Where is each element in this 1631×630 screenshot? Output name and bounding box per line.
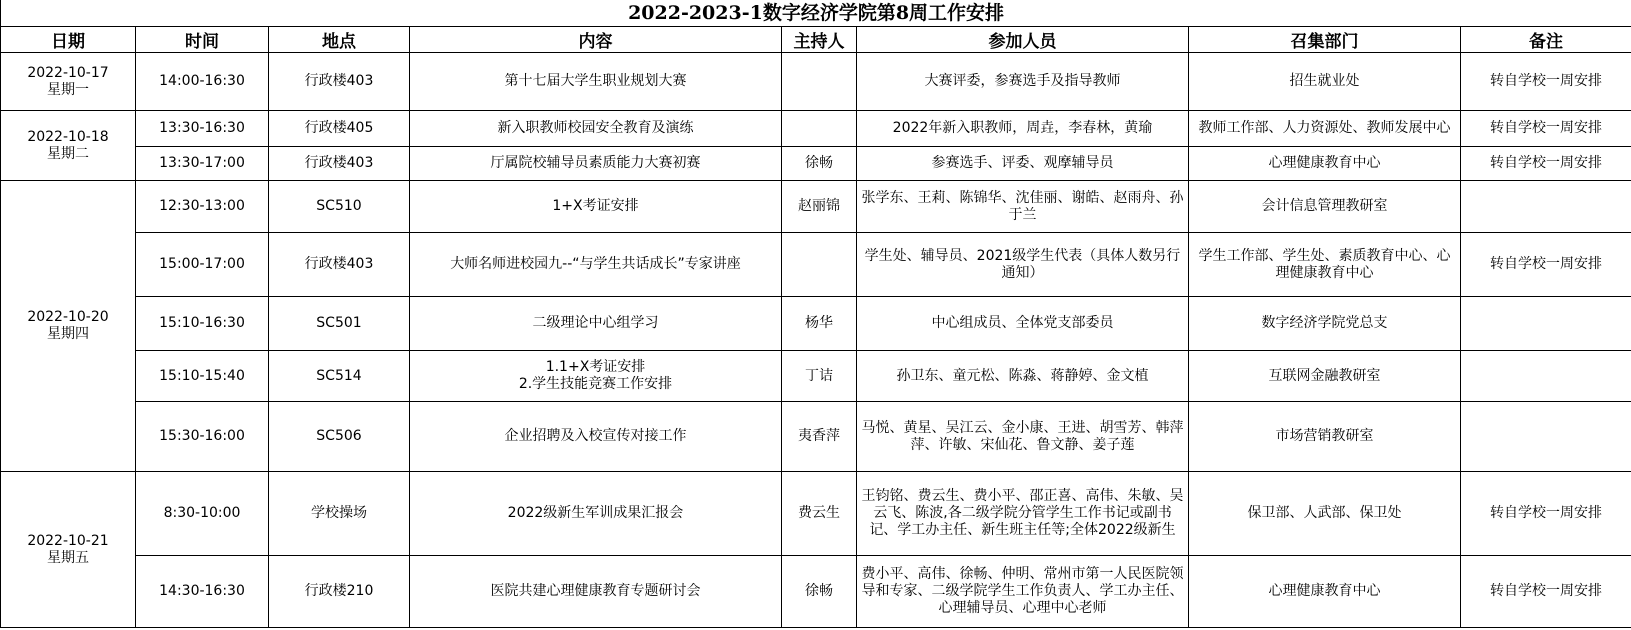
place-cell: SC510 bbox=[269, 181, 410, 233]
dept-cell: 数字经济学院党总支 bbox=[1189, 297, 1461, 351]
column-header-dept: 召集部门 bbox=[1189, 27, 1461, 53]
date-text: 2022-10-21 bbox=[27, 532, 109, 549]
note-cell: 转自学校一周安排 bbox=[1461, 53, 1631, 111]
attendees-cell: 参赛选手、评委、观摩辅导员 bbox=[857, 147, 1189, 181]
content-cell: 二级理论中心组学习 bbox=[410, 297, 782, 351]
host-cell bbox=[782, 53, 857, 111]
dept-cell: 市场营销教研室 bbox=[1189, 402, 1461, 472]
column-header-content: 内容 bbox=[410, 27, 782, 53]
place-cell: 学校操场 bbox=[269, 472, 410, 556]
host-cell: 赵丽锦 bbox=[782, 181, 857, 233]
dept-cell: 教师工作部、人力资源处、教师发展中心 bbox=[1189, 111, 1461, 147]
content-cell: 厅属院校辅导员素质能力大赛初赛 bbox=[410, 147, 782, 181]
place-cell: SC506 bbox=[269, 402, 410, 472]
place-cell: 行政楼210 bbox=[269, 556, 410, 628]
content-cell: 企业招聘及入校宣传对接工作 bbox=[410, 402, 782, 472]
place-cell: 行政楼403 bbox=[269, 53, 410, 111]
note-cell: 转自学校一周安排 bbox=[1461, 556, 1631, 628]
time-cell: 8:30-10:00 bbox=[136, 472, 269, 556]
date-text: 2022-10-17 bbox=[27, 64, 109, 81]
time-cell: 15:10-16:30 bbox=[136, 297, 269, 351]
date-cell bbox=[1, 53, 136, 111]
attendees-cell: 大赛评委，参赛选手及指导教师 bbox=[857, 53, 1189, 111]
table-row bbox=[1, 147, 1631, 181]
date-text: 2022-10-18 bbox=[27, 128, 109, 145]
note-cell bbox=[1461, 402, 1631, 472]
time-cell: 14:30-16:30 bbox=[136, 556, 269, 628]
column-header-time: 时间 bbox=[136, 27, 269, 53]
date-cell bbox=[1, 181, 136, 472]
content-line: 1.1+X考证安排 bbox=[545, 359, 646, 375]
time-cell: 15:30-16:00 bbox=[136, 402, 269, 472]
dept-cell: 会计信息管理教研室 bbox=[1189, 181, 1461, 233]
content-cell: 第十七届大学生职业规划大赛 bbox=[410, 53, 782, 111]
column-header-place: 地点 bbox=[269, 27, 410, 53]
place-cell: SC501 bbox=[269, 297, 410, 351]
content-cell: 新入职教师校园安全教育及演练 bbox=[410, 111, 782, 147]
time-cell: 12:30-13:00 bbox=[136, 181, 269, 233]
dept-cell: 招生就业处 bbox=[1189, 53, 1461, 111]
note-cell: 转自学校一周安排 bbox=[1461, 111, 1631, 147]
column-header-note: 备注 bbox=[1461, 27, 1631, 53]
place-cell: 行政楼403 bbox=[269, 233, 410, 297]
attendees-cell: 张学东、王莉、陈锦华、沈佳丽、谢皓、赵雨舟、孙于兰 bbox=[857, 181, 1189, 233]
page-title: 2022-2023-1数字经济学院第8周工作安排 bbox=[1, 0, 1631, 27]
table-row bbox=[1, 556, 1631, 628]
table-row bbox=[1, 53, 1631, 111]
time-cell: 14:00-16:30 bbox=[136, 53, 269, 111]
time-cell: 15:10-15:40 bbox=[136, 351, 269, 402]
table-row bbox=[1, 181, 1631, 233]
content-cell: 1+X考证安排 bbox=[410, 181, 782, 233]
place-cell: 行政楼403 bbox=[269, 147, 410, 181]
host-cell bbox=[782, 111, 857, 147]
date-cell bbox=[1, 111, 136, 181]
host-cell: 徐畅 bbox=[782, 147, 857, 181]
content-cell bbox=[410, 351, 782, 402]
dept-cell: 心理健康教育中心 bbox=[1189, 556, 1461, 628]
note-cell: 转自学校一周安排 bbox=[1461, 147, 1631, 181]
attendees-cell: 中心组成员、全体党支部委员 bbox=[857, 297, 1189, 351]
weekday-text: 星期一 bbox=[47, 81, 89, 98]
host-cell: 丁诘 bbox=[782, 351, 857, 402]
content-cell: 2022级新生军训成果汇报会 bbox=[410, 472, 782, 556]
place-cell: SC514 bbox=[269, 351, 410, 402]
dept-cell: 保卫部、人武部、保卫处 bbox=[1189, 472, 1461, 556]
weekday-text: 星期四 bbox=[47, 326, 89, 342]
time-cell: 15:00-17:00 bbox=[136, 233, 269, 297]
content-cell: 医院共建心理健康教育专题研讨会 bbox=[410, 556, 782, 628]
attendees-cell: 学生处、辅导员、2021级学生代表（具体人数另行通知） bbox=[857, 233, 1189, 297]
table-row bbox=[1, 351, 1631, 402]
dept-cell: 互联网金融教研室 bbox=[1189, 351, 1461, 402]
table-row bbox=[1, 472, 1631, 556]
weekday-text: 星期二 bbox=[47, 145, 89, 162]
host-cell: 费云生 bbox=[782, 472, 857, 556]
note-cell: 转自学校一周安排 bbox=[1461, 233, 1631, 297]
table-row bbox=[1, 233, 1631, 297]
host-cell: 杨华 bbox=[782, 297, 857, 351]
dept-cell: 心理健康教育中心 bbox=[1189, 147, 1461, 181]
content-line: 2.学生技能竞赛工作安排 bbox=[518, 376, 673, 392]
place-cell: 行政楼405 bbox=[269, 111, 410, 147]
column-header-date: 日期 bbox=[1, 27, 136, 53]
attendees-cell: 2022年新入职教师，周垚，李春林，黄瑜 bbox=[857, 111, 1189, 147]
attendees-cell: 费小平、高伟、徐畅、仲明、常州市第一人民医院领导和专家、二级学院学生工作负责人、学工办主任、心理辅导员、心理中心老师 bbox=[857, 556, 1189, 628]
weekday-text: 星期五 bbox=[47, 549, 89, 566]
content-cell: 大师名师进校园九--“与学生共话成长”专家讲座 bbox=[410, 233, 782, 297]
note-cell bbox=[1461, 181, 1631, 233]
table-row bbox=[1, 111, 1631, 147]
date-cell bbox=[1, 472, 136, 628]
dept-cell: 学生工作部、学生处、素质教育中心、心理健康教育中心 bbox=[1189, 233, 1461, 297]
note-cell bbox=[1461, 351, 1631, 402]
host-cell: 夷香萍 bbox=[782, 402, 857, 472]
column-header-host: 主持人 bbox=[782, 27, 857, 53]
host-cell: 徐畅 bbox=[782, 556, 857, 628]
attendees-cell: 王钧铭、费云生、费小平、邵正喜、高伟、朱敏、吴云飞、陈波,各二级学院分管学生工作书记或副书记、学工办主任、新生班主任等;全体2022级新生 bbox=[857, 472, 1189, 556]
column-header-attendees: 参加人员 bbox=[857, 27, 1189, 53]
attendees-cell: 马悦、黄星、吴江云、金小康、王进、胡雪芳、韩萍萍、许敏、宋仙花、鲁文静、姜子莲 bbox=[857, 402, 1189, 472]
table-row bbox=[1, 402, 1631, 472]
note-cell bbox=[1461, 297, 1631, 351]
header-row bbox=[1, 27, 1631, 53]
host-cell bbox=[782, 233, 857, 297]
note-cell: 转自学校一周安排 bbox=[1461, 472, 1631, 556]
time-cell: 13:30-16:30 bbox=[136, 111, 269, 147]
time-cell: 13:30-17:00 bbox=[136, 147, 269, 181]
table-row bbox=[1, 297, 1631, 351]
date-text: 2022-10-20 bbox=[27, 309, 109, 325]
attendees-cell: 孙卫东、童元松、陈淼、蒋静婷、金文植 bbox=[857, 351, 1189, 402]
